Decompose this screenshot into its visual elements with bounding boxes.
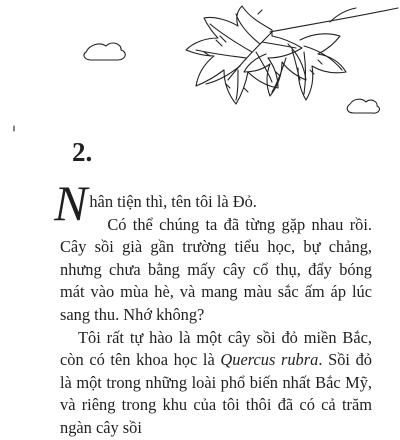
paragraph-3-text-after: . Sồi đỏ là một trong những loài phổ biến nhất Bắc Mỹ, và riêng trong khu của tôi thôi đã có cả trăm ngàn cây sồi (60, 350, 372, 437)
paragraph-2: Có thể chúng ta đã từng gặp nhau rồi. Cây sồi già gần trường tiểu học, bự chảng, nhưng chưa bằng mấy cây cổ thụ, đẩy bóng mát vào mùa hè, và mang màu sắc ấm áp lúc sang thu. Nhớ không? (60, 214, 372, 324)
scientific-name: Quercus rubra (220, 350, 319, 370)
paragraph-1 (54, 175, 372, 231)
chapter-number: 2. (72, 137, 93, 167)
paragraph-3-text-before: Tôi rất tự hào là một cây sồi đỏ miền Bắc, còn có tên khoa học là (60, 327, 372, 370)
dropcap-letter: N (54, 175, 88, 231)
paragraph-1-text: hân tiện thì, tên tôi là Đỏ. (89, 192, 257, 211)
paragraph-3 (60, 327, 372, 440)
chapter-body (54, 175, 372, 440)
oak-leaves-illustration (0, 0, 400, 140)
